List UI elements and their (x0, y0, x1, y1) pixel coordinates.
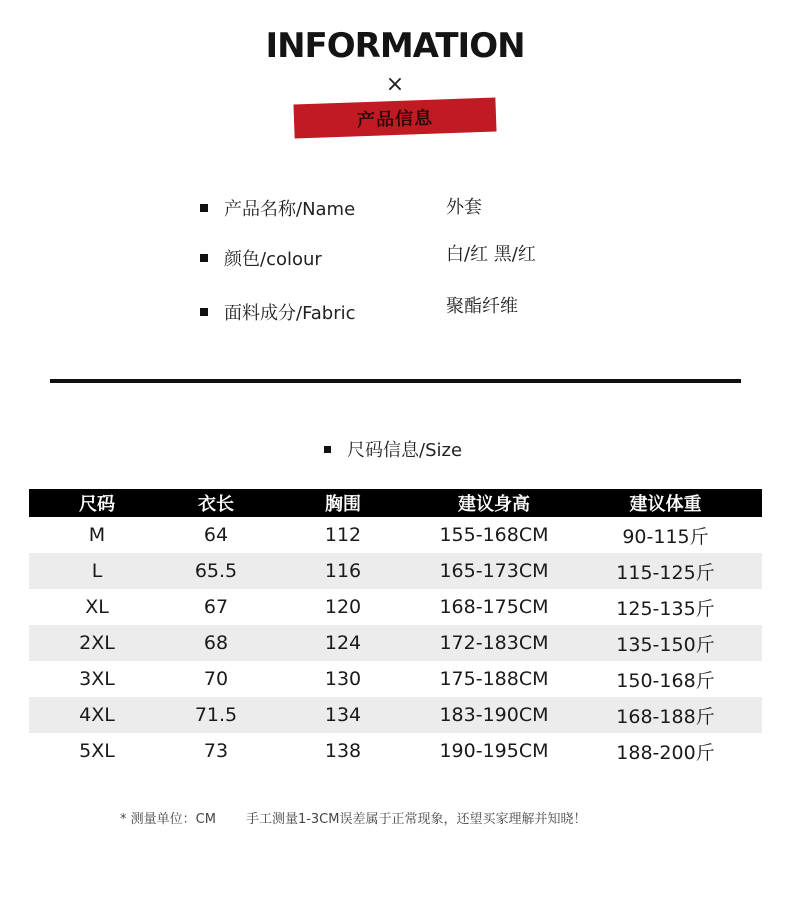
table-row (29, 517, 762, 553)
times-symbol: × (385, 72, 405, 97)
cell-height: 165-173CM (439, 560, 549, 582)
cell-length: 68 (203, 632, 229, 654)
size-table (29, 489, 762, 769)
cell-weight: 125-135斤 (616, 597, 715, 620)
cell-length: 71.5 (194, 704, 238, 726)
bullet-icon (200, 204, 208, 212)
cell-length: 73 (203, 740, 229, 762)
note-unit: * 测量单位：CM (120, 812, 216, 827)
cell-chest: 130 (324, 668, 362, 690)
cell-weight: 168-188斤 (616, 705, 715, 728)
cell-length: 67 (203, 596, 229, 618)
section-divider (50, 379, 741, 383)
table-row (29, 553, 762, 589)
info-label-name: 产品名称/Name (224, 199, 356, 220)
cell-height: 168-175CM (439, 596, 549, 618)
size-heading-label: 尺码信息/Size (347, 440, 463, 461)
cell-chest: 134 (324, 704, 362, 726)
table-row (29, 625, 762, 661)
cell-weight: 150-168斤 (616, 669, 715, 692)
info-value-fabric: 聚酯纤维 (446, 296, 518, 317)
cell-chest: 112 (324, 524, 362, 546)
cell-chest: 120 (324, 596, 362, 618)
cell-height: 175-188CM (439, 668, 549, 690)
table-row (29, 697, 762, 733)
cell-height: 172-183CM (439, 632, 549, 654)
cell-height: 183-190CM (439, 704, 549, 726)
bullet-icon (324, 446, 331, 453)
cell-height: 190-195CM (439, 740, 549, 762)
cell-length: 65.5 (194, 560, 238, 582)
banner-label: 产品信息 (356, 107, 434, 132)
column-header-weight: 建议体重 (629, 494, 702, 515)
cell-length: 70 (203, 668, 229, 690)
cell-size: 4XL (79, 704, 115, 726)
column-header-length: 衣长 (198, 494, 234, 515)
table-row (29, 733, 762, 769)
cell-weight: 90-115斤 (622, 525, 709, 548)
cell-length: 64 (203, 524, 229, 546)
cell-chest: 116 (324, 560, 362, 582)
table-header (29, 489, 762, 517)
bullet-icon (200, 254, 208, 262)
cell-size: 5XL (79, 740, 115, 762)
column-header-height: 建议身高 (458, 494, 530, 515)
cell-size: L (91, 560, 103, 582)
measurement-note (120, 808, 586, 827)
info-row-fabric (200, 300, 356, 324)
info-value-name: 外套 (446, 197, 482, 218)
cell-size: 3XL (79, 668, 115, 690)
info-row-colour (200, 246, 322, 270)
cell-weight: 188-200斤 (616, 741, 715, 764)
cell-chest: 138 (324, 740, 362, 762)
page-title: INFORMATION (265, 26, 525, 66)
cell-weight: 135-150斤 (616, 633, 715, 656)
cell-weight: 115-125斤 (616, 561, 715, 584)
note-text: 手工测量1-3CM误差属于正常现象，还望买家理解并知晓！ (245, 812, 587, 827)
cell-size: 2XL (79, 632, 115, 654)
product-info-banner (293, 97, 496, 138)
info-value-colour: 白/红 黑/红 (446, 244, 536, 265)
cell-size: XL (85, 596, 109, 618)
bullet-icon (200, 308, 208, 316)
cell-chest: 124 (324, 632, 362, 654)
info-label-fabric: 面料成分/Fabric (224, 303, 356, 324)
column-header-size: 尺码 (79, 494, 115, 515)
table-row (29, 661, 762, 697)
info-row-name (200, 196, 355, 220)
info-label-colour: 颜色/colour (224, 249, 322, 270)
cell-size: M (88, 524, 106, 546)
column-header-chest: 胸围 (325, 494, 361, 515)
size-heading (324, 437, 462, 461)
cell-height: 155-168CM (439, 524, 549, 546)
table-row (29, 589, 762, 625)
